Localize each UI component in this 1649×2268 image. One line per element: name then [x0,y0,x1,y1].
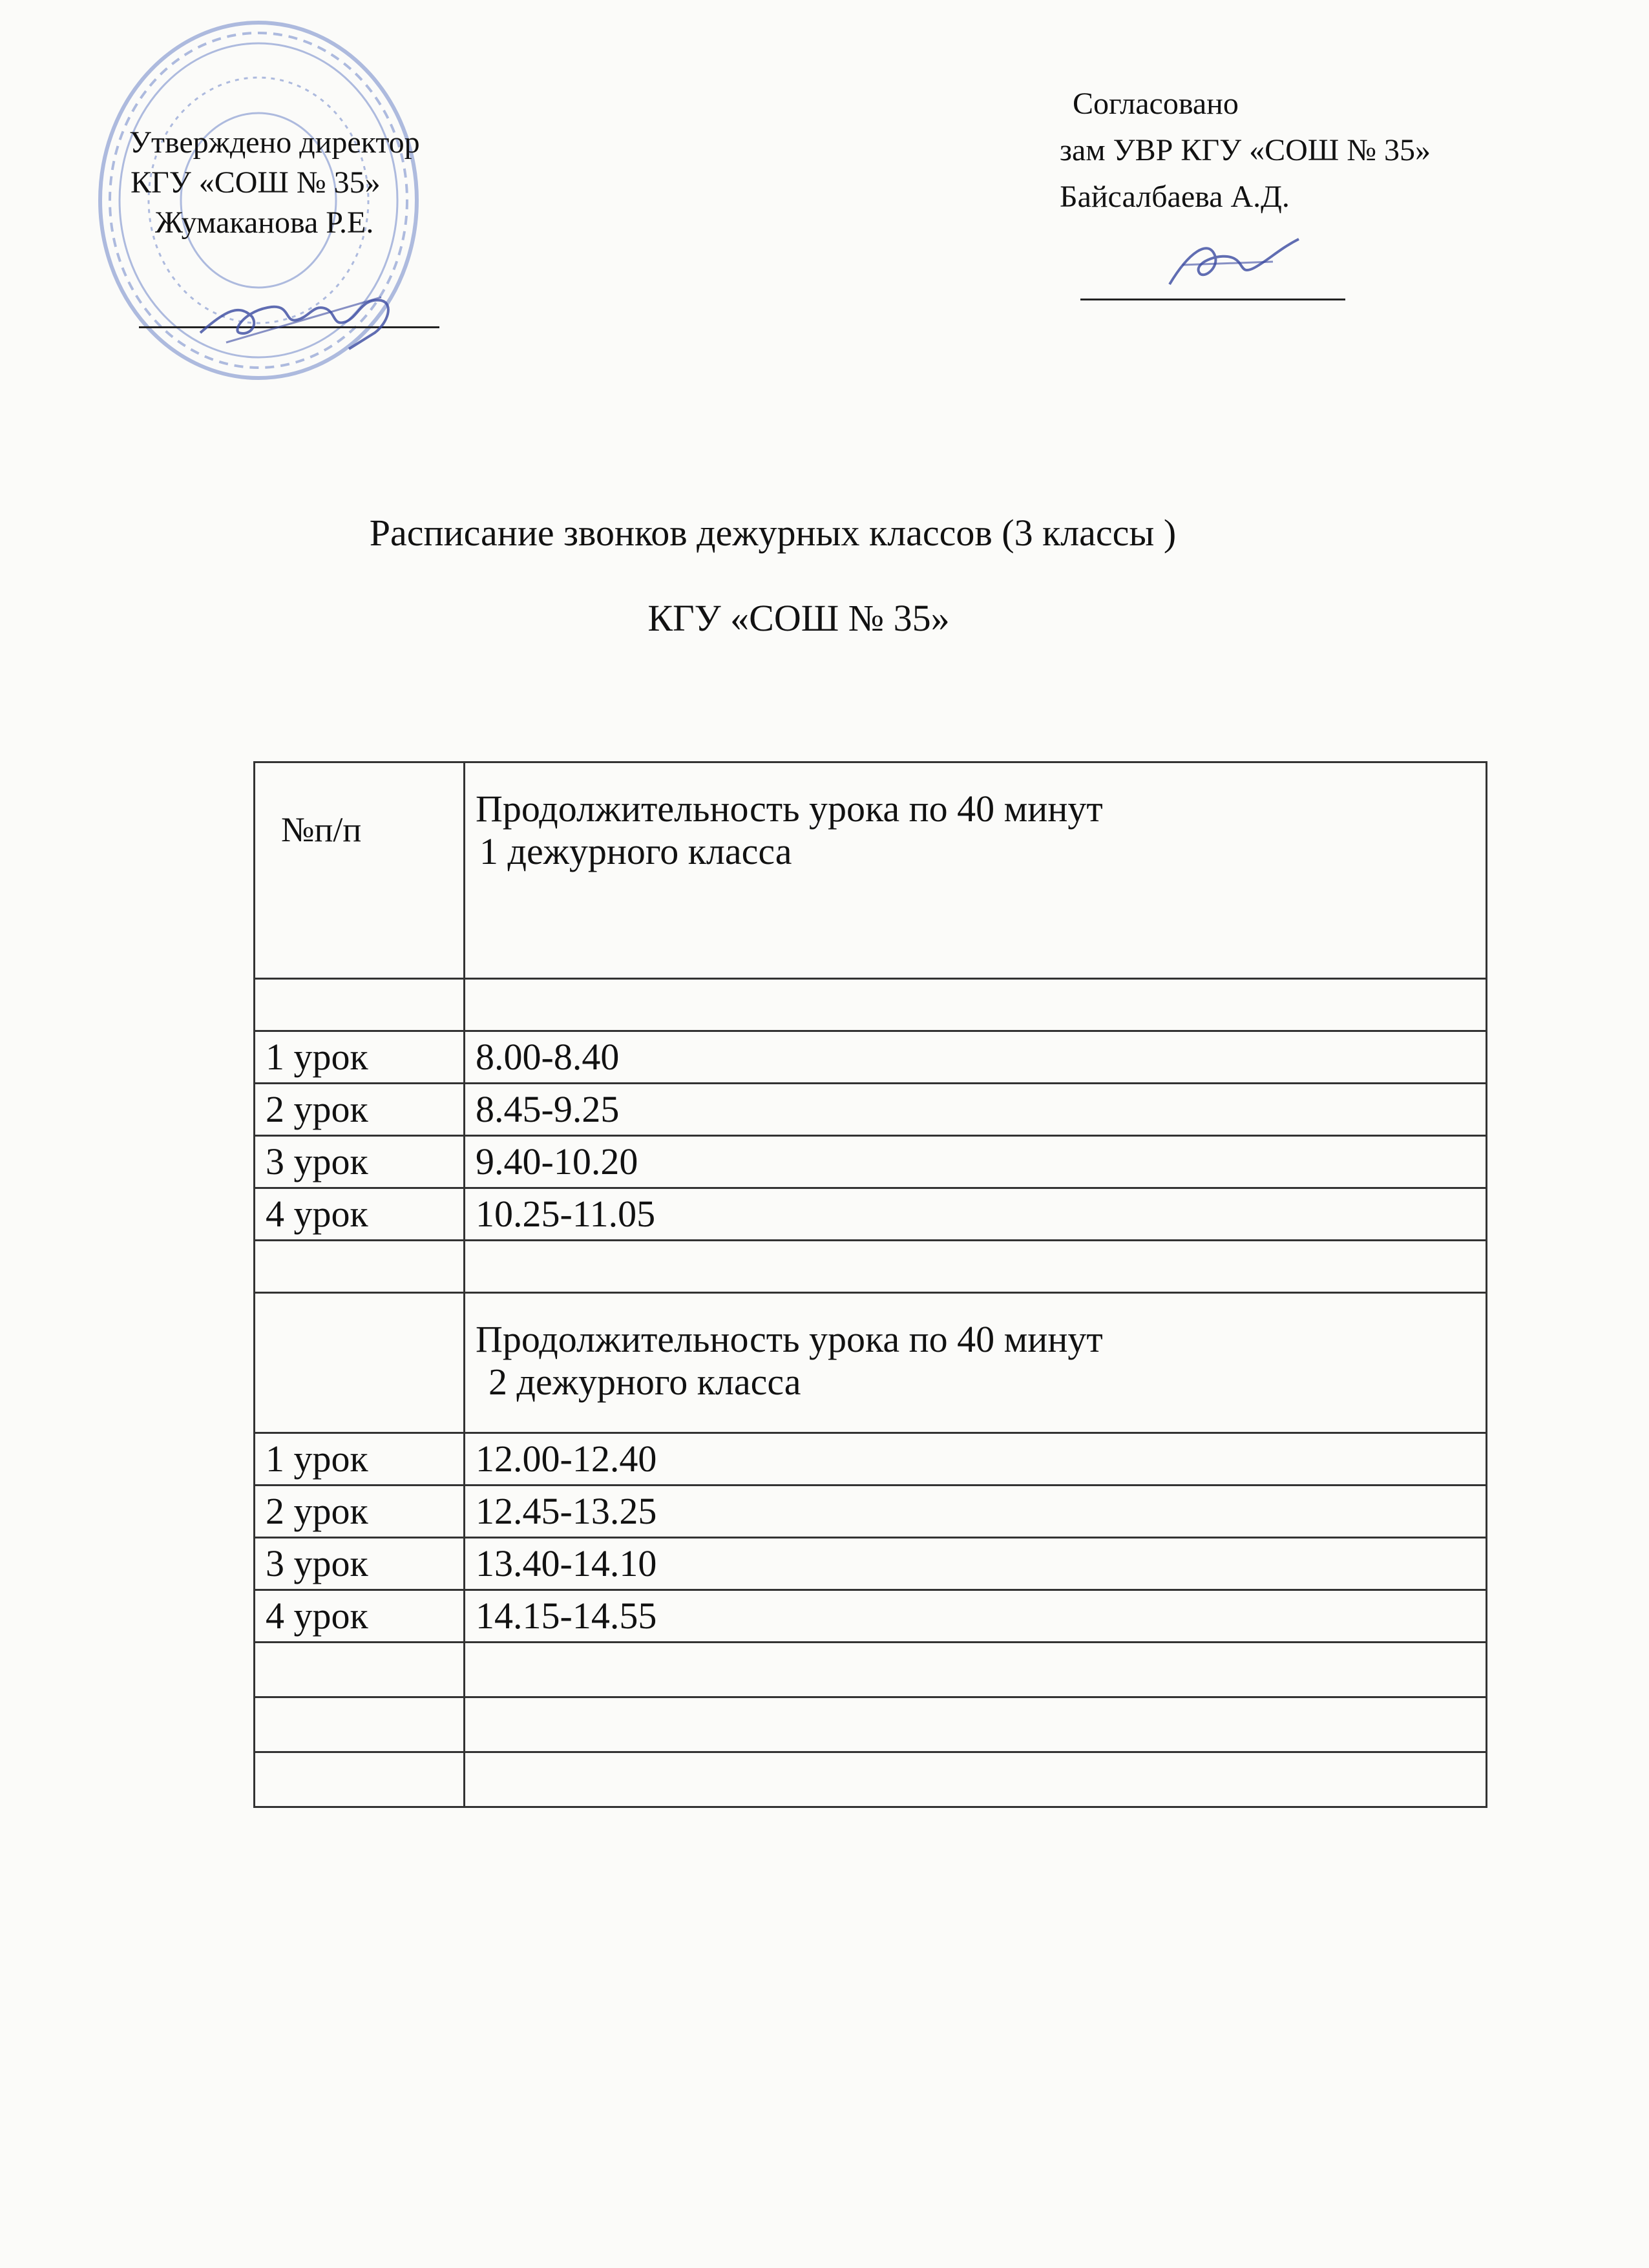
lesson-cell: 2 урок [255,1486,465,1538]
time-cell: 13.40-14.10 [465,1538,1487,1590]
schedule-table [253,761,1487,1808]
director-signature [187,271,407,355]
table-row [255,1643,1487,1697]
table-row [255,1433,1487,1486]
table-row [255,1697,1487,1752]
table-header-row [255,762,1487,979]
table-row [255,1188,1487,1241]
time-cell: 8.45-9.25 [465,1084,1487,1136]
deputy-signature-line [1080,299,1345,300]
time-cell: 9.40-10.20 [465,1136,1487,1188]
section2-title-cell [465,1293,1487,1433]
time-cell: 8.00-8.40 [465,1031,1487,1084]
agreement-title: Согласовано [1073,87,1239,121]
approval-title: Утверждено директор [129,125,420,160]
header-title-line-2: 1 дежурного класса [479,830,792,872]
section2-title-line-2: 2 дежурного класса [488,1361,801,1403]
table-row [255,1590,1487,1643]
header-title-line-1: Продолжительность урока по 40 минут [476,788,1103,830]
time-cell: 12.00-12.40 [465,1433,1487,1486]
lesson-cell: 1 урок [255,1433,465,1486]
lesson-cell: 3 урок [255,1136,465,1188]
table-row [255,1538,1487,1590]
time-cell: 10.25-11.05 [465,1188,1487,1241]
table-row [255,979,1487,1031]
deputy-signature [1163,226,1305,297]
approval-organization: КГУ «СОШ № 35» [131,165,381,200]
approval-director-name: Жумаканова Р.Е. [155,205,374,240]
table-row [255,1084,1487,1136]
lesson-cell: 4 урок [255,1188,465,1241]
time-cell: 14.15-14.55 [465,1590,1487,1643]
agreement-deputy-name: Байсалбаева А.Д. [1060,180,1290,214]
lesson-cell: 3 урок [255,1538,465,1590]
table-row [255,1241,1487,1293]
section-header-row [255,1293,1487,1433]
lesson-cell: 2 урок [255,1084,465,1136]
lesson-cell: 4 урок [255,1590,465,1643]
title-line-2: КГУ «СОШ № 35» [647,597,950,639]
section2-title-line-1: Продолжительность урока по 40 минут [476,1318,1103,1360]
header-number-cell: №п/п [255,762,465,979]
table-row [255,1752,1487,1807]
title-line-1: Расписание звонков дежурных классов (3 классы ) [369,512,1177,554]
time-cell: 12.45-13.25 [465,1486,1487,1538]
table-row [255,1031,1487,1084]
lesson-cell: 1 урок [255,1031,465,1084]
agreement-block [1060,81,1564,220]
header-title-cell [465,762,1487,979]
approval-block [129,123,491,243]
agreement-position: зам УВР КГУ «СОШ № 35» [1060,133,1431,167]
document-title [0,510,1649,641]
table-row [255,1486,1487,1538]
table-row [255,1136,1487,1188]
